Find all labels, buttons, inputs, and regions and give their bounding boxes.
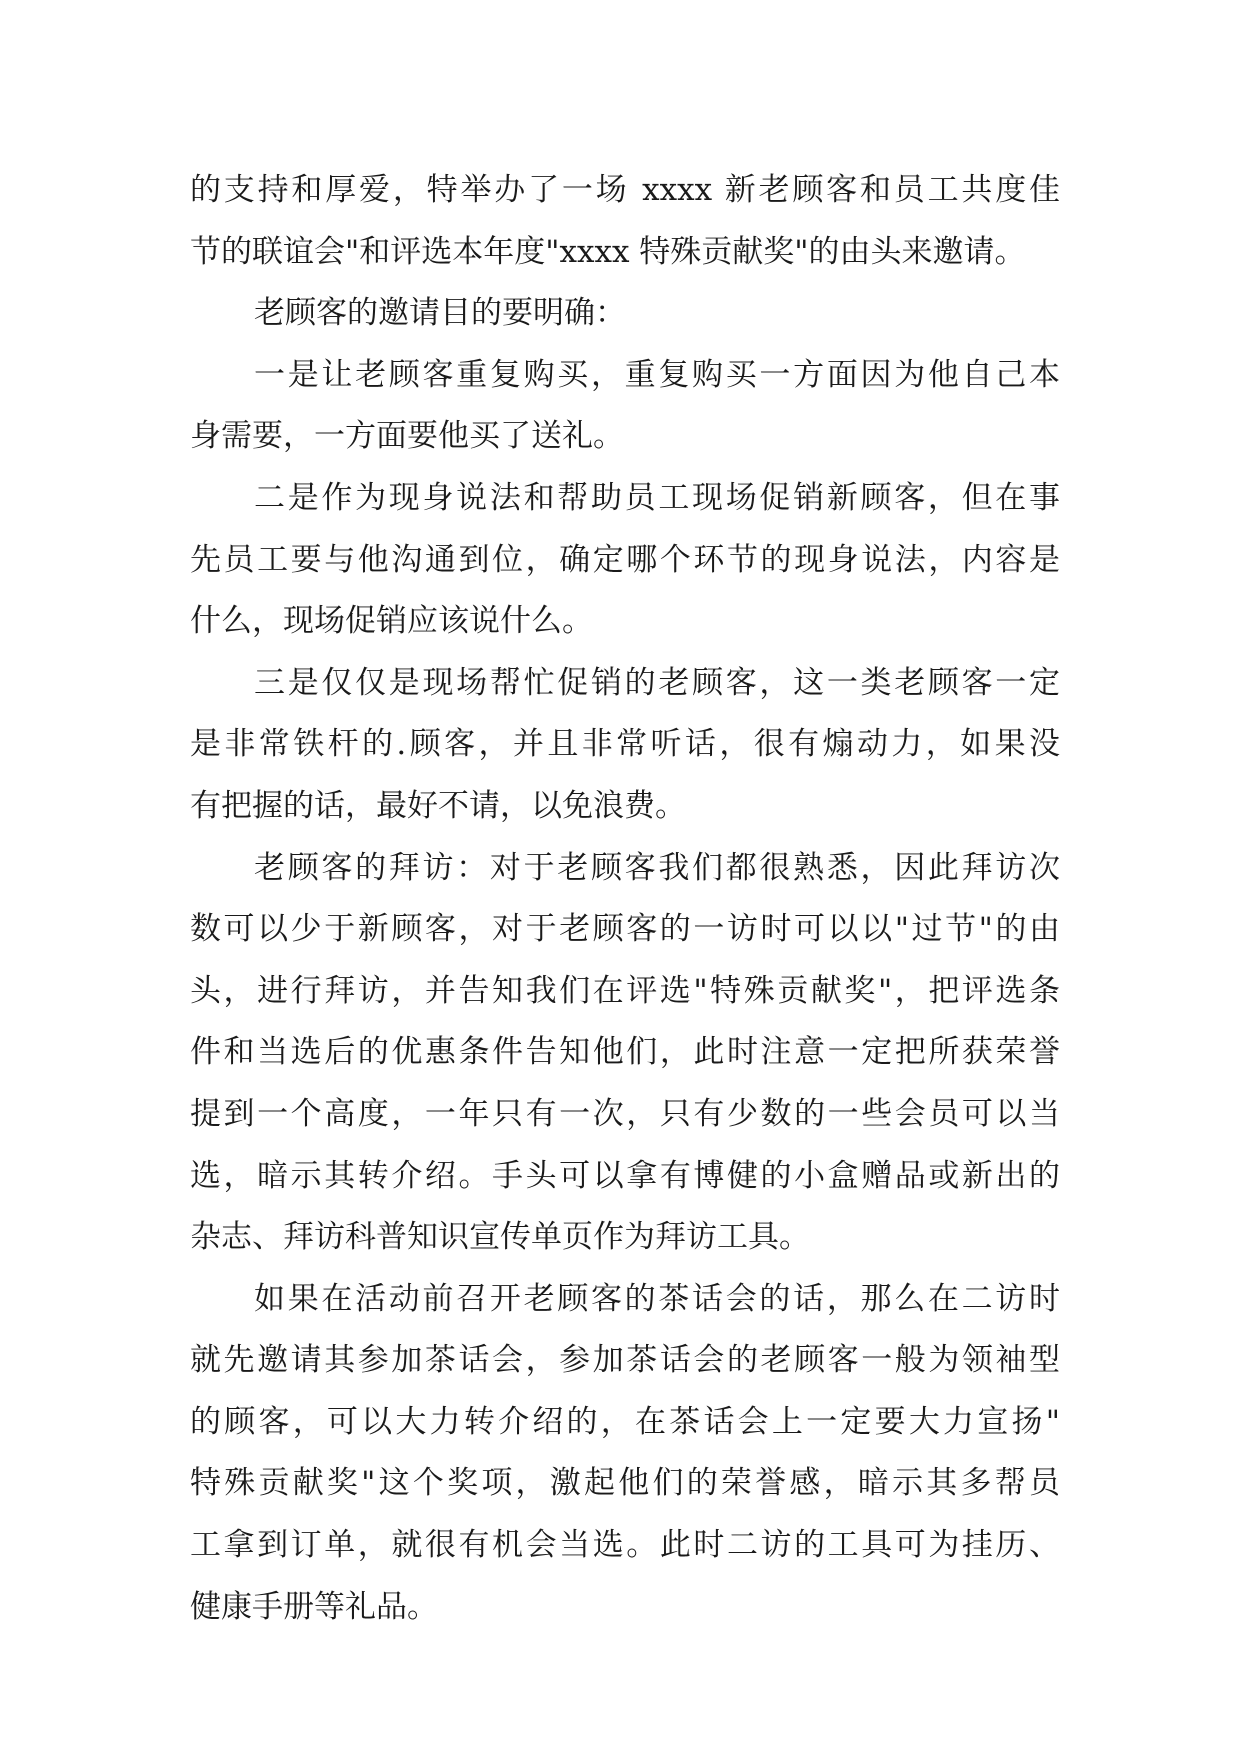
text-line: 三是仅仅是现场帮忙促销的老顾客，这一类老顾客一定 bbox=[254, 664, 1060, 701]
text-line: 特殊贡献奖"这个奖项，激起他们的荣誉感，暗示其多帮员 bbox=[190, 1465, 1060, 1502]
text-line: 二是作为现身说法和帮助员工现场促销新顾客，但在事 bbox=[254, 479, 1060, 516]
text-line: 有把握的话，最好不请，以免浪费。 bbox=[190, 787, 686, 824]
text-line: 节的联谊会"和评选本年度"xxxx 特殊贡献奖"的由头来邀请。 bbox=[190, 233, 1026, 270]
text-line: 先员工要与他沟通到位，确定哪个环节的现身说法，内容是 bbox=[190, 541, 1060, 578]
text-line: 件和当选后的优惠条件告知他们，此时注意一定把所获荣誉 bbox=[190, 1034, 1060, 1071]
text-line: 头，进行拜访，并告知我们在评选"特殊贡献奖"，把评选条 bbox=[190, 972, 1060, 1009]
text-line: 杂志、拜访科普知识宣传单页作为拜访工具。 bbox=[190, 1219, 810, 1256]
text-line: 如果在活动前召开老顾客的茶话会的话，那么在二访时 bbox=[254, 1280, 1060, 1317]
text-line: 选，暗示其转介绍。手头可以拿有博健的小盒赠品或新出的 bbox=[190, 1157, 1060, 1194]
text-line: 一是让老顾客重复购买，重复购买一方面因为他自己本 bbox=[254, 356, 1060, 393]
text-line: 数可以少于新顾客，对于老顾客的一访时可以以"过节"的由 bbox=[190, 911, 1060, 948]
text-line: 的顾客，可以大力转介绍的，在茶话会上一定要大力宣扬" bbox=[190, 1403, 1060, 1440]
body-text bbox=[190, 160, 1060, 1638]
text-line: 就先邀请其参加茶话会，参加茶话会的老顾客一般为领袖型 bbox=[190, 1342, 1060, 1379]
text-line: 提到一个高度，一年只有一次，只有少数的一些会员可以当 bbox=[190, 1095, 1060, 1132]
text-line: 身需要，一方面要他买了送礼。 bbox=[190, 418, 624, 455]
text-line: 健康手册等礼品。 bbox=[190, 1588, 438, 1625]
text-line: 工拿到订单，就很有机会当选。此时二访的工具可为挂历、 bbox=[190, 1527, 1060, 1564]
text-line: 的支持和厚爱，特举办了一场 xxxx 新老顾客和员工共度佳 bbox=[190, 172, 1060, 208]
text-line: 什么，现场促销应该说什么。 bbox=[190, 603, 593, 640]
text-line: 老顾客的拜访：对于老顾客我们都很熟悉，因此拜访次 bbox=[254, 849, 1060, 886]
text-line: 老顾客的邀请目的要明确： bbox=[254, 295, 626, 332]
text-line: 是非常铁杆的.顾客，并且非常听话，很有煽动力，如果没 bbox=[190, 726, 1060, 763]
